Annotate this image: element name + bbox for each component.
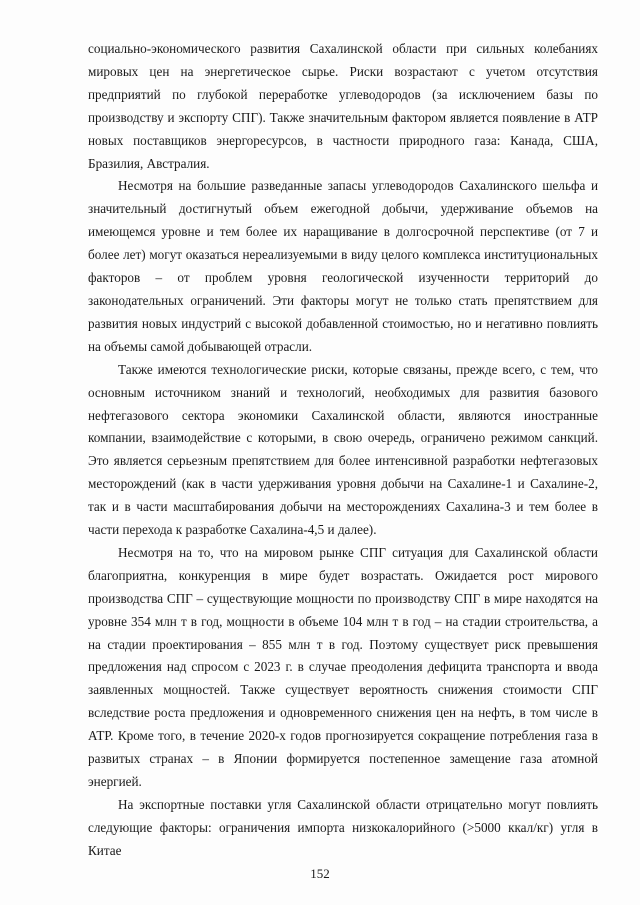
body-text bbox=[88, 38, 598, 863]
paragraph-1: социально-экономического развития Сахалинской области при сильных колебаниях мировых цен на энергетическое сырье. Риски возрастают с учетом отсутствия предприятий по глубокой переработке углеводородов (за исключением базы по производству и экспорту СПГ). Также значительным фактором является появление в АТР новых поставщиков энергоресурсов, в частности природного газа: Канада, США, Бразилия, Австралия. bbox=[88, 41, 598, 171]
paragraph-3: Также имеются технологические риски, которые связаны, прежде всего, с тем, что основным источником знаний и технологий, необходимых для развития базового нефтегазового сектора экономики Сахалинской области, являются иностранные компании, взаимодействие с которыми, в свою очередь, ограничено режимом санкций. Это является серьезным препятствием для более интенсивной разработки нефтегазовых месторождений (как в части удерживания уровня добычи на Сахалине-1 и Сахалине-2, так и в части масштабирования добычи на месторождениях Сахалина-3 и тем более в части перехода к разработке Сахалина-4,5 и далее). bbox=[88, 361, 598, 538]
paragraph-5: На экспортные поставки угля Сахалинской области отрицательно могут повлиять следующие факторы: ограничения импорта низкокалорийного (>5000 ккал/кг) угля в Китае bbox=[88, 796, 598, 858]
paragraph-2: Несмотря на большие разведанные запасы углеводородов Сахалинского шельфа и значительный достигнутый объем ежегодной добычи, удерживание объемов на имеющемся уровне и тем более их наращивание в долгосрочной перспективе (от 7 и более лет) могут оказаться нереализуемыми в виду целого комплекса институциональных факторов – от проблем уровня геологической изученности территорий до законодательных ограничений. Эти факторы могут не только стать препятствием для развития новых индустрий с высокой добавленной стоимостью, но и негативно повлиять на объемы самой добывающей отрасли. bbox=[88, 178, 598, 354]
page-number: 152 bbox=[310, 866, 330, 881]
paragraph-4: Несмотря на то, что на мировом рынке СПГ ситуация для Сахалинской области благоприятна, конкуренция в мире будет возрастать. Ожидается рост мирового производства СПГ – существующие мощности по производству СПГ в мире находятся на уровне 354 млн т в год, мощности в объеме 104 млн т в год – на стадии строительства, а на стадии проектирования – 855 млн т в год. Поэтому существует риск превышения предложения над спросом с 2023 г. в случае преодоления дефицита транспорта и ввода заявленных мощностей. Также существует вероятность снижения стоимости СПГ вследствие роста предложения и одновременного снижения цен на нефть, в том числе в АТР. Кроме того, в течение 2020-х годов прогнозируется сокращение потребления газа в развитых странах – в Японии формируется постепенное замещение газа атомной энергией. bbox=[88, 544, 598, 789]
